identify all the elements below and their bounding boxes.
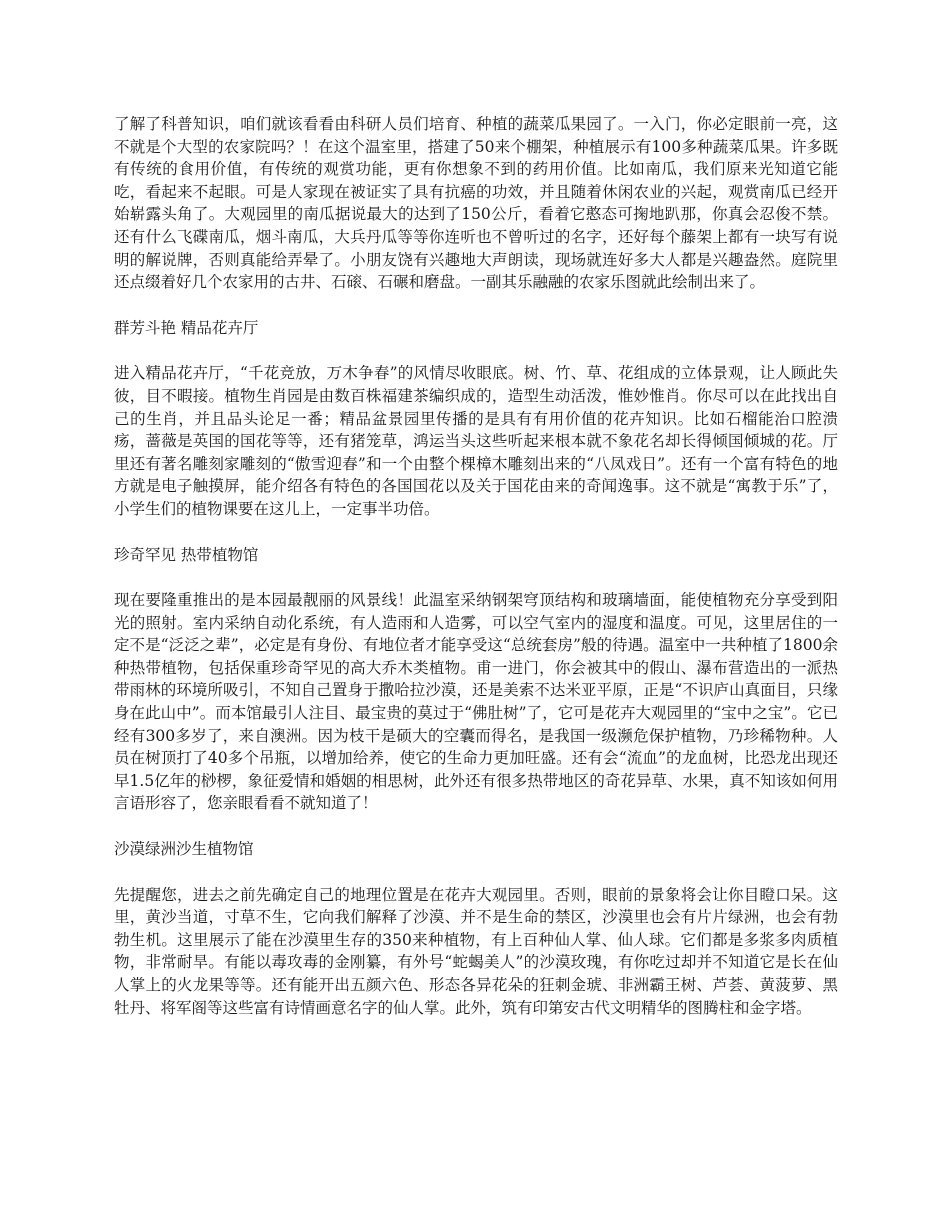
paragraph-flower-hall: 进入精品花卉厅，“千花竞放，万木争春”的风情尽收眼底。树、竹、草、花组成的立体景观，让人顾此失彼，目不暇接。植物生肖园是由数百株福建茶编织成的，造型生动活泼，惟妙惟肖。你尽可以在此找出自己的生肖，并且品头论足一番；精品盆景园里传播的是具有有用价值的花卉知识。比如石榴能治口腔溃疡，蔷薇是英国的国花等等，还有猪笼草，鸿运当头这些听起来根本就不象花名却长得倾国倾城的花。厅里还有著名雕刻家雕刻的“傲雪迎春”和一个由整个棵樟木雕刻出来的“八凤戏日”。还有一个富有特色的地方就是电子触摸屏，能介绍各有特色的各国国花以及关于国花由来的奇闻逸事。这不就是“寓教于乐”了，小学生们的植物课要在这儿上，一定事半功倍。 [114,364,838,518]
section-heading-desert-pavilion: 沙漠绿洲沙生植物馆 [114,840,254,859]
section-heading-tropical-pavilion: 珍奇罕见 热带植物馆 [114,545,259,564]
paragraph-vegetable-garden: 了解了科普知识，咱们就该看看由科研人员们培育、种植的蔬菜瓜果园了。一入门，你必定眼前一亮，这不就是个大型的农家院吗？！在这个温室里，搭建了50来个棚架，种植展示有100多种蔬菜瓜果。许多既有传统的食用价值，有传统的观赏功能，更有你想象不到的药用价值。比如南瓜，我们原来光知道它能吃，看起来不起眼。可是人家现在被证实了具有抗癌的功效，并且随着休闲农业的兴起，观赏南瓜已经开始崭露头角了。大观园里的南瓜据说最大的达到了150公斤，看着它憨态可掬地趴那，你真会忍俊不禁。还有什么飞碟南瓜，烟斗南瓜，大兵丹瓜等等你连听也不曾听过的名字，还好每个藤架上都有一块写有说明的解说牌，否则真能给弄晕了。小朋友饶有兴趣地大声朗读，现场就连好多大人都是兴趣盎然。庭院里还点缀着好几个农家用的古井、石磙、石碾和磨盘。一副其乐融融的农家乐图就此绘制出来了。 [114,115,838,292]
section-heading-flower-hall: 群芳斗艳 精品花卉厅 [114,318,259,337]
document-body [114,113,838,1042]
paragraph-tropical-pavilion: 现在要隆重推出的是本园最靓丽的风景线！此温室采纳钢架穹顶结构和玻璃墙面，能使植物充分享受到阳光的照射。室内采纳自动化系统，有人造雨和人造雾，可以空气室内的湿度和温度。可见，这里居住的一定不是“泛泛之辈”，必定是有身份、有地位者才能享受这“总统套房”般的待遇。温室中一共种植了1800余种热带植物，包括保重珍奇罕见的高大乔木类植物。甫一进门，你会被其中的假山、瀑布营造出的一派热带雨林的环境所吸引，不知自己置身于撒哈拉沙漠，还是美索不达米亚平原，正是“不识庐山真面目，只缘身在此山中”。而本馆最引人注目、最宝贵的莫过于“佛肚树”了，它可是花卉大观园里的“宝中之宝”。它已经有300多岁了，来自澳洲。因为枝干是硕大的空囊而得名，是我国一级濒危保护植物，乃珍稀物种。人员在树顶打了40多个吊瓶，以增加给养，使它的生命力更加旺盛。还有会“流血”的龙血树，比恐龙出现还早1.5亿年的桫椤，象征爱情和婚姻的相思树，此外还有很多热带地区的奇花异草、水果，真不知该如何用言语形容了，您亲眼看看不就知道了！ [114,591,838,813]
paragraph-desert-pavilion: 先提醒您，进去之前先确定自己的地理位置是在花卉大观园里。否则，眼前的景象将会让你目瞪口呆。这里，黄沙当道，寸草不生，它向我们解释了沙漠、并不是生命的禁区，沙漠里也会有片片绿洲，也会有勃勃生机。这里展示了能在沙漠里生存的350来种植物，有上百种仙人掌、仙人球。它们都是多浆多肉质植物，非常耐旱。有能以毒攻毒的金刚纂，有外号“蛇蝎美人”的沙漠玫瑰，有你吃过却并不知道它是长在仙人掌上的火龙果等等。还有能开出五颜六色、形态各异花朵的狂刺金琥、非洲霸王树、芦荟、黄菠萝、黑牡丹、将军阁等这些富有诗情画意名字的仙人掌。此外，筑有印第安古代文明精华的图腾柱和金字塔。 [114,885,838,1017]
